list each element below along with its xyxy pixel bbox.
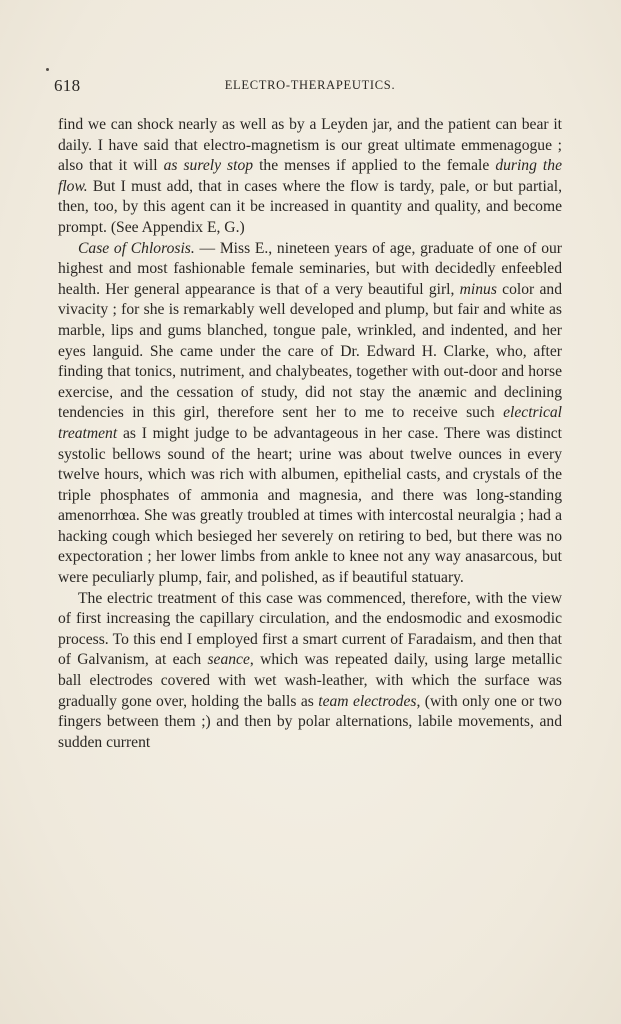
text-segment: the menses if applied to the female xyxy=(253,157,496,175)
running-title: ELECTRO-THERAPEUTICS. xyxy=(224,78,396,92)
text-segment: The electric treatment of this case was commenced, therefore, with the view of first increasing the capillary circulation, and the endosmodic and exosmodic process. To this end I employed first a smart current of Faradaism, and then that of Galvanism, at each xyxy=(58,589,562,669)
emphasis-segment: team electrodes xyxy=(318,692,417,710)
text-segment: color and vivacity ; for she is remarkably well developed and plump, but fair and white as marble, lips and gums blanched, tongue pale, wrinkled, and indented, and her eyes languid. She came under the care of Dr. Edward H. Clarke, who, after finding that tonics, nutriment, and chalybeates, together with out-door and horse exercise, and the cessation of study, did not stay the anæmic and declining tendencies in this girl, therefore sent her to me to receive such xyxy=(58,280,562,422)
paragraph-continuation xyxy=(58,115,562,239)
text-segment: as I might judge to be advantageous in her case. There was distinct systolic bellows sound of the heart; urine was about twelve ounces in every twelve hours, which was rich with albumen, epithelial casts, and crystals of the triple phosphates of ammonia and magnesia, and there was long-standing amenorrhœa. She was greatly troubled at times with intercostal neuralgia ; had a hacking cough which besieged her severely on retiring to bed, but there was no expectoration ; her lower limbs from ankle to knee not any way anasarcous, but were peculiarly plump, fair, and polished, as if beautiful statuary. xyxy=(58,424,562,587)
emphasis-segment: electrical treatment xyxy=(58,404,562,442)
text-segment: But I must add, that in cases where the flow is tardy, pale, or but partial, then, too, by this agent can it be increased in quantity and quality, and become prompt. (See Appendix E, G.) xyxy=(58,177,562,236)
section-heading: Case of Chlorosis. xyxy=(78,239,195,257)
emphasis-segment: seance xyxy=(207,651,250,669)
paragraph-case-of-chlorosis xyxy=(58,239,562,589)
page-number: 618 xyxy=(54,76,81,95)
emphasis-segment: during the flow. xyxy=(58,157,562,195)
text-segment: find we can shock nearly as well as by a Leyden jar, and the patient can bear it daily. I have said that electro-magnetism is our great ultimate emmenagogue ; also that it will xyxy=(58,116,562,175)
text-segment: — Miss E., nineteen years of age, graduate of one of our highest and most fashionable female seminaries, but with decidedly enfeebled health. Her general appearance is that of a very beautiful girl, xyxy=(58,239,562,298)
body-text xyxy=(58,115,562,753)
paragraph-electric-treatment xyxy=(58,589,562,754)
text-segment: , (with only one or two fingers between them ;) and then by polar alternations, labile movements, and sudden current xyxy=(58,692,562,751)
text-segment: , which was repeated daily, using large metallic ball electrodes covered with wet wash-leather, with which the surface was gradually gone over, holding the balls as xyxy=(58,651,562,710)
emphasis-segment: as surely stop xyxy=(163,157,254,175)
page-header xyxy=(54,76,566,100)
emphasis-segment: minus xyxy=(459,280,497,298)
ink-speck xyxy=(46,68,49,71)
